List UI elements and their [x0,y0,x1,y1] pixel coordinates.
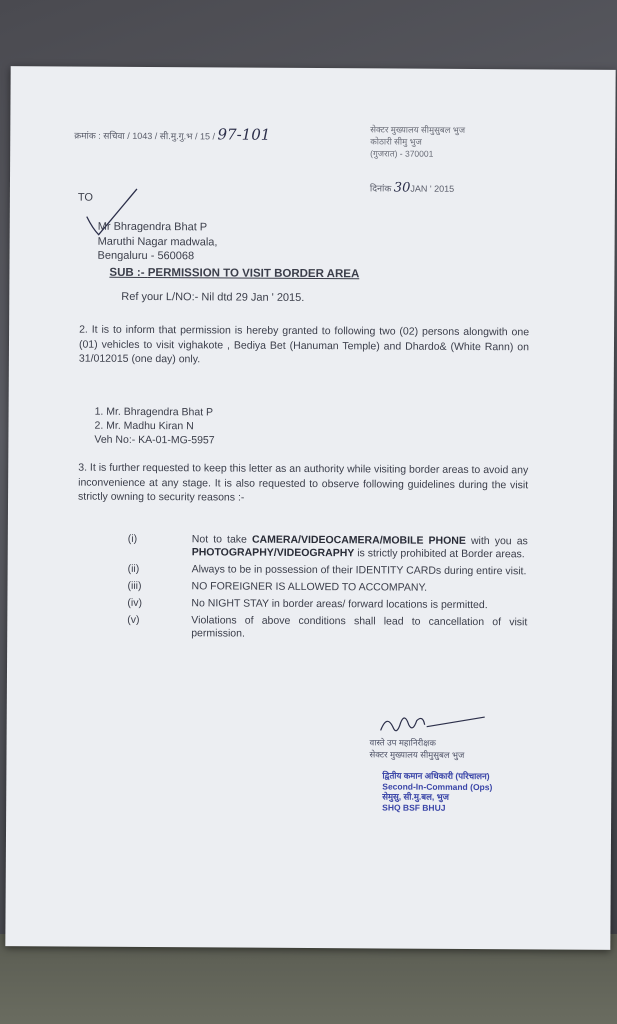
reference-line: Ref your L/NO:- Nil dtd 29 Jan ' 2015. [121,290,305,304]
guideline-item [128,563,528,578]
hq-line: कोठारी सीमु भुज [370,136,422,147]
guideline-bold-part: CAMERA/VIDEOCAMERA/MOBILE PHONE [251,533,466,547]
subject-prefix: SUB :- [109,266,145,279]
stamp-line: द्वितीय कमान अधिकारी (परिचालन) [382,770,490,782]
guideline-text: Violations of above conditions shall lead to cancellation of visit permission. [191,614,528,640]
guideline-number: (i) [127,532,138,545]
signatory-line: सेक्टर मुख्यालय सीमुसुबल भुज [369,749,465,760]
recipient-address [97,220,217,264]
guideline-number: (iv) [127,596,143,609]
to-label: TO [77,191,94,204]
official-stamp [382,770,492,813]
reference-number-handwritten: 97-101 [217,125,271,144]
letter-date [370,180,454,196]
stamp-line: SHQ BSF BHUJ [382,801,446,813]
guideline-text-part: Not to take [191,533,253,546]
guideline-text: Always to be in possession of their IDENTITY CARDs during entire visit. [191,563,527,578]
date-handwritten: 30 [393,180,411,196]
address-line: Maruthi Nagar madwala, [97,235,218,248]
guideline-item [127,597,527,612]
vehicle-number: Veh No:- KA-01-MG-5957 [94,433,215,447]
guideline-text-part: is strictly prohibited at Border areas. [354,547,525,561]
guideline-text-part: with you as [465,534,528,548]
guideline-text: NO FOREIGNER IS ALLOWED TO ACCOMPANY. [191,580,428,594]
signatory-hindi [369,736,464,761]
guideline-text: No NIGHT STAY in border areas/ forward locations is permitted. [191,597,488,612]
guideline-number: (v) [127,613,140,626]
persons-list [94,405,214,448]
subject-text: PERMISSION TO VISIT BORDER AREA [147,267,360,281]
paragraph-3: 3. It is further requested to keep this letter as an authority while visiting border areas to avoid any inconvenience at any stage. It is also requested to observe following guidelines during the visit strictly owning to security reasons :- [78,461,529,504]
guideline-bold-part: PHOTOGRAPHY/VIDEOGRAPHY [191,546,355,560]
guideline-item [127,614,527,642]
guidelines-list [127,533,528,646]
guideline-item [127,580,527,595]
guideline-text [192,533,528,561]
date-prefix: दिनांक [369,183,392,194]
person-item: 1. Mr. Bhragendra Bhat P [94,405,214,419]
hq-line: (गुजरात) - 370001 [370,148,434,159]
guideline-number: (ii) [127,562,140,575]
signatory-line: वास्ते उप महानिरीक्षक [369,737,436,748]
hq-line: सेक्टर मुख्यालय सीमुसुबल भुज [370,124,466,135]
subject-line [109,267,359,281]
stamp-line: सेमुसु, सी.मु.बल, भुज [382,791,449,802]
date-suffix: JAN ' 2015 [410,183,455,194]
address-line: Bengaluru - 560068 [97,249,195,263]
paragraph-2: 2. It is to inform that permission is hereby granted to following two (02) persons alongwith one (01) vehicles to visit vighakote , Bediya Bet (Hanuman Temple) and Dhardo& (White Rann) on 31/012015 (one day) only. [78,323,530,366]
hq-address-hindi [370,123,465,160]
reference-number-printed: क्रमांक : सचिवा / 1043 / सी.मु.गु.भ / 15 / [74,130,216,142]
person-item: 2. Mr. Madhu Kiran N [94,419,194,433]
letter-page [5,66,615,950]
guideline-number: (iii) [127,579,142,592]
address-line: Mr Bhragendra Bhat P [97,220,208,234]
stamp-line: Second-In-Command (Ops) [382,780,493,792]
reference-number [74,125,270,144]
guideline-item [128,533,528,561]
